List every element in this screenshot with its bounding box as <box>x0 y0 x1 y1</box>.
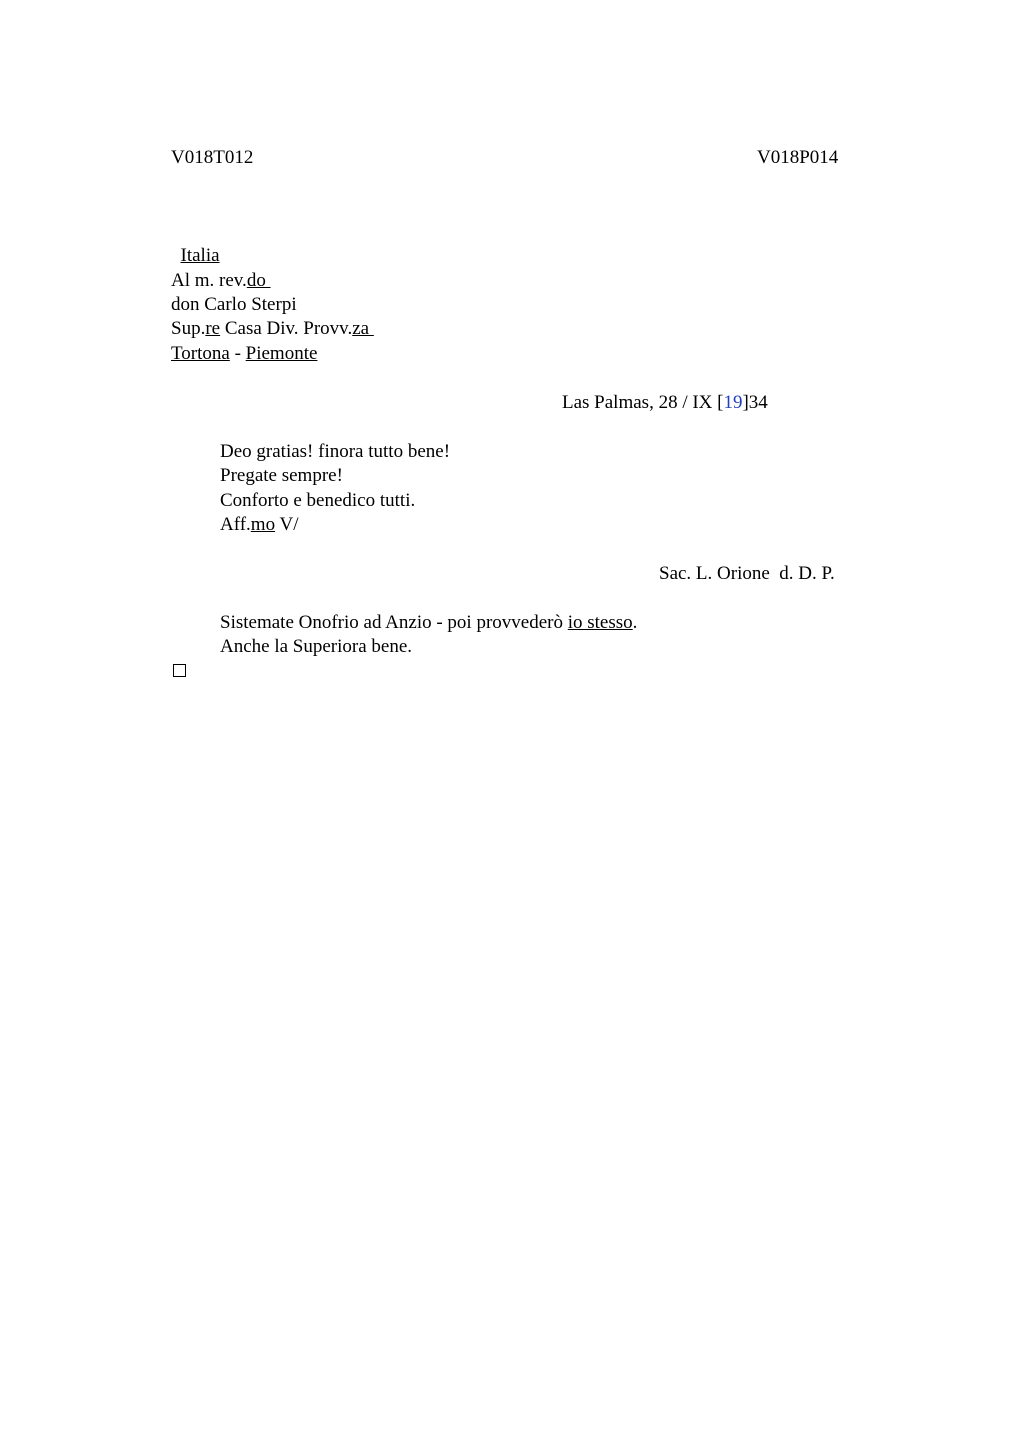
address-line-3-mid: Casa Div. Provv. <box>220 318 353 339</box>
address-line-3-prefix: Sup. <box>171 318 206 339</box>
address-line-2: don Carlo Sterpi <box>171 294 297 315</box>
address-line-4 <box>171 342 317 366</box>
body-line-1: Deo gratias! finora tutto bene! <box>220 441 451 462</box>
address-country <box>171 220 220 268</box>
address-line-1 <box>171 269 271 293</box>
empty-checkbox-icon <box>173 664 186 677</box>
body-line-4-abbrev: mo <box>250 514 276 535</box>
address-line-1-abbrev: do <box>246 270 271 291</box>
postscript-line-1-emphasis: io stesso <box>567 612 633 633</box>
document-code-left: V018T012 <box>171 147 254 168</box>
date-suffix: ]34 <box>742 392 768 413</box>
signature: Sac. L. Orione d. D. P. <box>659 563 835 584</box>
postscript-line-2: Anche la Superiora bene. <box>220 636 413 657</box>
address-line-3 <box>171 317 374 341</box>
date-bracket-text: 19 <box>723 392 743 413</box>
postscript-line-1-suffix: . <box>632 612 638 633</box>
address-line-3-abbrev-2: za <box>352 318 374 339</box>
body-line-4-prefix: Aff. <box>220 514 251 535</box>
address-line-3-abbrev-1: re <box>205 318 221 339</box>
address-separator: - <box>229 343 246 364</box>
body-line-3: Conforto e benedico tutti. <box>220 490 416 511</box>
body-line-4 <box>220 513 299 537</box>
address-city: Tortona <box>171 343 230 364</box>
address-line-1-prefix: Al m. rev. <box>171 270 247 291</box>
postscript-line-1 <box>220 611 637 635</box>
document-code-right: V018P014 <box>757 147 839 168</box>
letter-date <box>562 391 768 415</box>
postscript-line-1-prefix: Sistemate Onofrio ad Anzio - poi provvederò <box>220 612 568 633</box>
address-region: Piemonte <box>245 343 318 364</box>
body-line-2: Pregate sempre! <box>220 465 343 486</box>
body-line-4-suffix: V/ <box>275 514 299 535</box>
date-prefix: Las Palmas, 28 / IX [ <box>562 392 724 413</box>
country-text: Italia <box>180 245 220 266</box>
